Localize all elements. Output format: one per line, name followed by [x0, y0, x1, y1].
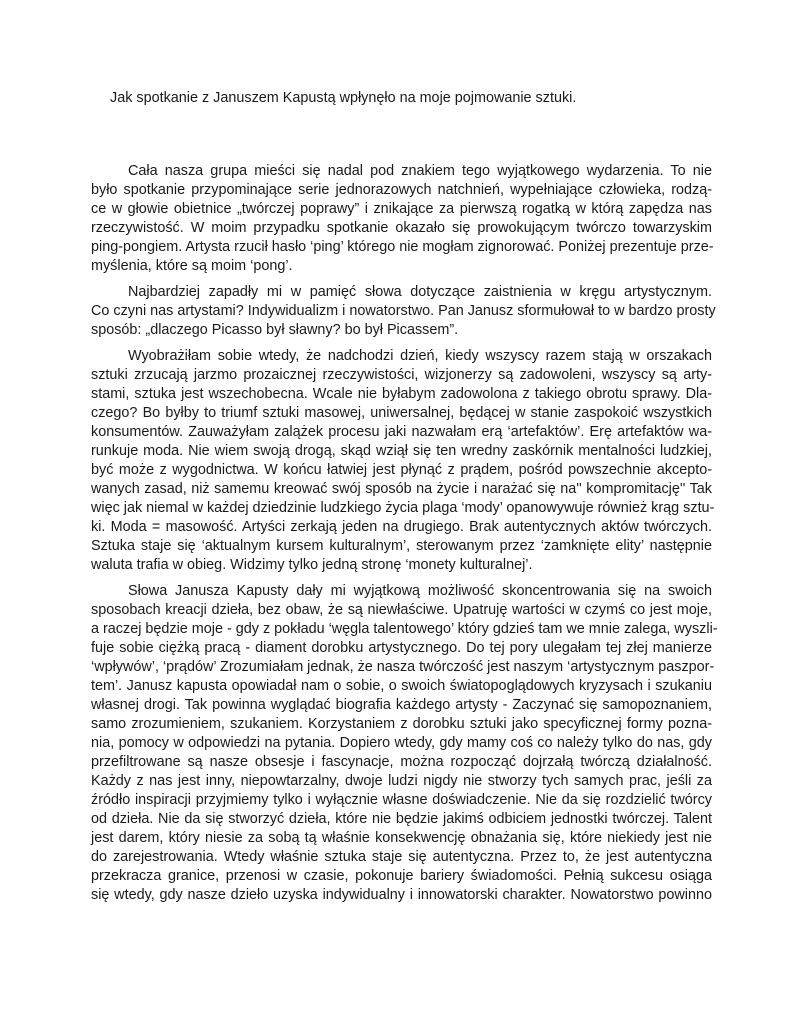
text-line: było spotkanie przypominające serie jednorazowych natchnień, wypełniające człowieka, rodzą- — [91, 182, 712, 198]
paragraph-4 — [91, 582, 718, 905]
text-line: fuje sobie ciężką pracą - diament dorobku artystycznego. Do tej pory ulegałam tej złej manierze — [91, 640, 712, 656]
text-line: Słowa Janusza Kapusty dały mi wyjątkową możliwość skoncentrowania się na swoich — [128, 583, 712, 599]
text-line: od dzieła. Nie da się stworzyć dzieła, które nie będzie jakimś odbiciem jednostki twórczej. Talent — [91, 811, 712, 827]
document-body — [91, 162, 718, 912]
text-line: Każdy z nas jest inny, niepowtarzalny, dwoje ludzi nigdy nie stworzy tych samych prac, jeśli za — [91, 773, 712, 789]
text-line: waluta trafia w obieg. Widzimy tylko jedną stronę ‘monety kulturalnej’. — [91, 557, 533, 573]
text-line: Co czyni nas artystami? Indywidualizm i nowatorstwo. Pan Janusz sformułował to w bardzo prosty — [91, 303, 716, 319]
text-line: przekracza granice, przenosi w czasie, pokonuje bariery świadomości. Pełnią sukcesu osiąga — [91, 868, 712, 884]
text-line: runkuje moda. Nie wiem swoją drogą, skąd wziął się ten wredny zaskórnik mentalności ludzkiej, — [91, 443, 712, 459]
text-line: a raczej będzie moje - gdy z pokładu ‘węgla talentowego’ który gdzieś tam we mnie zalega, wyszli- — [91, 621, 718, 637]
text-line: Cała nasza grupa mieści się nadal pod znakiem tego wyjątkowego wydarzenia. To nie — [128, 163, 712, 179]
text-line: konsumentów. Zauważyłam zalążek procesu jaki nazwałam erą ‘artefaktów’. Erę artefaktów wa- — [91, 424, 712, 440]
text-line: stami, sztuka jest wszechobecna. Wcale nie byłabym zadowolona z takiego obrotu sprawy. Dla- — [91, 386, 712, 402]
text-line: samo zrozumieniem, szukaniem. Korzystaniem z dorobku sztuki jako specyficznej formy pozna- — [91, 716, 712, 732]
text-line: ki. Moda = masowość. Artyści zerkają jeden na drugiego. Brak autentycznych aktów twórczych. — [91, 519, 712, 535]
text-line: Najbardziej zapadły mi w pamięć słowa dotyczące zaistnienia w kręgu artystycznym. — [128, 284, 712, 300]
text-line: jest darem, który niesie za sobą tą właśnie konsekwencję obnażania się, które niekiedy jest nie — [91, 830, 712, 846]
text-line: rzeczywistość. W moim przypadku spotkanie okazało się prowokującym twórczo towarzyskim — [91, 220, 712, 236]
text-line: wanych zasad, niż samemu kreować swój sposób na życie i narażać się na'' kompromitację'' Tak — [91, 481, 712, 497]
text-line: myślenia, które są moim ‘pong’. — [91, 258, 293, 274]
text-line: własnej drogi. Tak powinna wyglądać biografia każdego artysty - Zaczynać się samopoznaniem, — [91, 697, 712, 713]
text-line: nia, pomocy w odpowiedzi na pytania. Dopiero wtedy, gdy mamy coś co należy tylko do nas, gdy — [91, 735, 712, 751]
paragraph-1 — [91, 162, 712, 276]
text-line: źródło inspiracji przyjmiemy tylko i wyłącznie własne doświadczenie. Nie da się rozdzielić twórcy — [91, 792, 712, 808]
text-line: ce w głowie obietnice „twórczej poprawy” i znikające za pierwszą rogatką w którą zapędza nas — [91, 201, 712, 217]
text-line: przefiltrowane są nasze obsesje i fascynacje, można rozpocząć dojrzałą twórczą działalność. — [91, 754, 712, 770]
text-line: Sztuka staje się ‘aktualnym kursem kulturalnym’, sterowanym przez ‘zamknięte elity’ następnie — [91, 538, 712, 554]
document-title: Jak spotkanie z Januszem Kapustą wpłynęło na moje pojmowanie sztuki. — [110, 90, 577, 106]
paragraph-2 — [91, 283, 716, 340]
text-line: sztuki zrzucają jarzmo prozaicznej rzeczywistości, wizjonerzy są zadowoleni, wszyscy są arty- — [91, 367, 712, 383]
text-line: się wtedy, gdy nasze dzieło uzyska indywidualny i innowatorski charakter. Nowatorstwo powinno — [91, 887, 712, 903]
text-line: sposobach kreacji dzieła, bez obaw, że są niewłaściwe. Upatruję wartości w czymś co jest moje, — [91, 602, 712, 618]
text-line: być może z wygodnictwa. W końcu łatwiej jest płynąć z prądem, pośród powszechnie akcepto- — [91, 462, 712, 478]
text-line: ping-pongiem. Artysta rzucił hasło ‘ping’ którego nie mogłam zignorować. Poniżej prezentuje prze- — [91, 239, 714, 255]
text-line: ‘wpływów’, ‘prądów’ Zrozumiałam jednak, że nasza twórczość jest naszym ‘artystycznym paszpor- — [91, 659, 715, 675]
text-line: do zarejestrowania. Wtedy właśnie sztuka staje się autentyczna. Przez to, że jest autentyczna — [91, 849, 712, 865]
text-line: Wyobrażiłam sobie wtedy, że nadchodzi dzień, kiedy wszyscy razem stają w orszakach — [128, 348, 712, 364]
text-line: sposób: „dlaczego Picasso był sławny? bo był Picassem”. — [91, 322, 459, 338]
text-line: czego? Bo byłby to triumf sztuki masowej, uniwersalnej, będącej w stanie zaspokoić wszystkich — [91, 405, 712, 421]
text-line: więc jak niemal w każdej dziedzinie ludzkiego życia plaga ‘mody’ opanowywuje również krąg sztu- — [91, 500, 715, 516]
text-line: tem’. Janusz kapusta opowiadał nam o sobie, o swoich światopoglądowych kryzysach i szukaniu — [91, 678, 712, 694]
paragraph-3 — [91, 347, 715, 575]
